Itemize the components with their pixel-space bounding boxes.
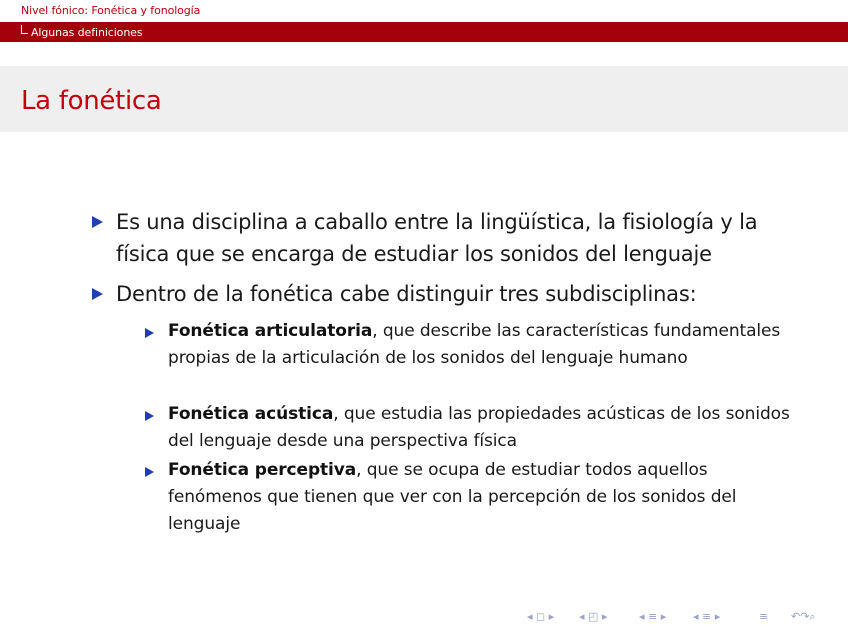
- triangle-bullet-icon: [92, 216, 103, 228]
- page-title: La fonética: [21, 86, 162, 116]
- header-section-link[interactable]: Nivel fónico: Fonética y fonología: [21, 4, 201, 17]
- triangle-bullet-icon: [145, 467, 154, 477]
- term-label: Fonética articulatoria: [168, 321, 373, 341]
- header-subsection-link[interactable]: Algunas definiciones: [31, 26, 143, 39]
- header-section-bar: [0, 0, 848, 22]
- nav-frame-icon[interactable]: ◂ ◰ ▸: [579, 610, 608, 623]
- nav-section-icon[interactable]: ◂ ≡ ▸: [693, 610, 721, 623]
- nav-first-icon[interactable]: ◂ ◻ ▸: [527, 610, 555, 623]
- sub-list-item: [168, 457, 793, 538]
- term-description: , que describe las características fundamentales propias de la articulación de los sonidos del lenguaje humano: [168, 321, 781, 368]
- sub-list-item: [168, 401, 793, 455]
- header-subsection-bar: [0, 22, 848, 42]
- term-label: Fonética acústica: [168, 404, 334, 424]
- triangle-bullet-icon: [145, 411, 154, 421]
- list-item: Es una disciplina a caballo entre la lingüística, la fisiología y la física que se encarga de estudiar los sonidos del lenguaje: [116, 210, 758, 266]
- term-label: Fonética perceptiva: [168, 460, 357, 480]
- list-item: Dentro de la fonética cabe distinguir tres subdisciplinas:: [116, 282, 697, 306]
- triangle-bullet-icon: [92, 288, 103, 300]
- triangle-bullet-icon: [145, 328, 154, 338]
- subsection-corner-icon: [21, 25, 28, 34]
- sub-list-item: [168, 318, 793, 372]
- term-description: , que estudia las propiedades acústicas de los sonidos del lenguaje desde una perspectiva física: [168, 404, 790, 451]
- term-description: , que se ocupa de estudiar todos aquellos fenómenos que tienen que ver con la percepción de los sonidos del lenguaje: [168, 460, 737, 534]
- navigation-symbols: [527, 610, 837, 626]
- frame-title-bar: [0, 66, 848, 132]
- nav-subsection-icon[interactable]: ◂ ≡ ▸: [639, 610, 667, 623]
- nav-search-icon[interactable]: ↶↷⌕: [791, 610, 816, 623]
- nav-align-icon[interactable]: ≡: [759, 610, 769, 623]
